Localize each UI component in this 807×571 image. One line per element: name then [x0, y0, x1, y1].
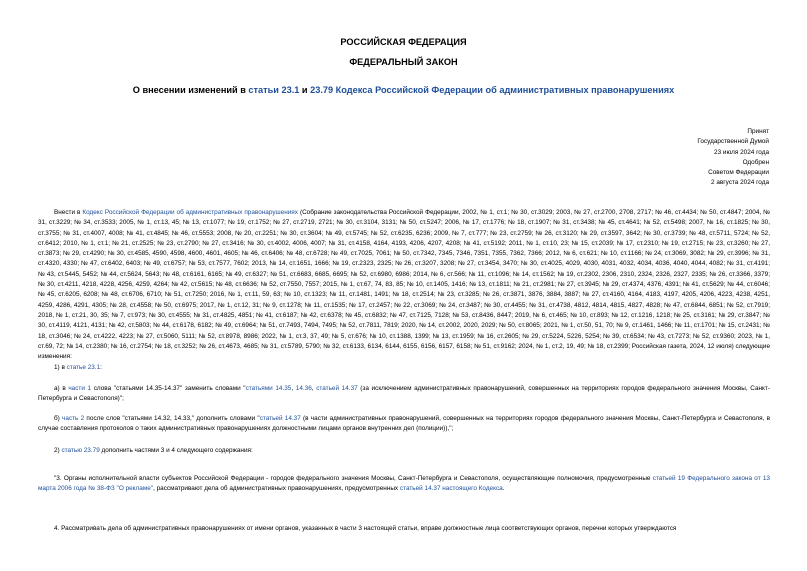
paragraph-part-4: 4. Рассматривать дела об административных правонарушениях от имени органов, указанных в части 3 настоящей статьи, вправе должностные лица соответствующих органов, перечни которых утверждаются	[54, 525, 677, 532]
adoption-line-1: Принят	[747, 128, 769, 135]
p2-link-14-36[interactable]: 14.36	[295, 385, 312, 392]
p2-post: (за исключением административных правонарушений, совершенных на территориях городов федерального значения Москвы, Санкт-Петербурга и Севастополя)";	[38, 385, 770, 403]
p1-link[interactable]: статье 23.1	[66, 364, 101, 371]
intro-pre: Внести в	[54, 209, 83, 216]
intro-text: (Собрание законодательства Российской Федерации, 2002, № 1, ст.1; № 30, ст.3029; 2003, № 27, ст.2700, 2708, 2717; № 46, ст.4434; № 50, ст.4847; 2004, № 31, ст.3229; № 34, ст.3533; 2005, № 1, ст.13, 45; № 13, ст.1077; № 19, ст.1752; № 27, ст.2719, 2721; № 30, ст.3104, 3131; № 50, ст.5247; 2006, № 17, ст.1776; № 18, ст.1907; № 31, ст.3438; № 45, ст.4641; № 52, ст.5498; 2007, № 16, ст.1825; № 30, ст.3755; № 31, ст.4007, 4008; № 41, ст.4845; № 46, ст.5553; 2008, № 20, ст.2251; № 30, ст.3604; № 49, ст.5745; № 52, ст.6235, 6236; 2009, № 7, ст.777; № 23, ст.2759; № 26, ст.3120; № 29, ст.3597, 3642; № 30, ст.3739; № 48, ст.5711, 5724; № 52, ст.6412; 2010, № 1, ст.1; № 21, ст.2525; № 23, ст.2790; № 27, ст.3416; № 30, ст.4002, 4006, 4007; № 31, ст.4158, 4164, 4193, 4206, 4207, 4208; № 41, ст.5192; 2011, № 1, ст.10, 23; № 15, ст.2039; № 17, ст.2310; № 19, ст.2715; № 23, ст.3260; № 27, ст.3873; № 29, ст.4290; № 30, ст.4585, 4590, 4598, 4600, 4601, 4605; № 46, ст.6406; № 48, ст.6728; № 49, ст.7025, 7061; № 50, ст.7342, 7345, 7346, 7351, 7355, 7362, 7366; 2012, № 6, ст.621; № 10, ст.1166; № 24, ст.3069, 3082; № 29, ст.3996; № 31, ст.4320, 4330; № 47, ст.6402, 6403; № 49, ст.6757; № 53, ст.7577, 7602; 2013, № 14, ст.1651, 1666; № 19, ст.2323, 2325; № 26, ст.3207, 3208; № 27, ст.3454, 3470; № 30, ст.4025, 4029, 4030, 4031, 4032, 4034, 4036, 4040, 4044, 4082; № 31, ст.4191; № 43, ст.5445, 5452; № 44, ст.5624, 5643; № 48, ст.6161, 6165; № 49, ст.6327; № 51, ст.6683, 6685, 6695; № 52, ст.6980, 6986; 2014, № 6, ст.566; № 11, ст.1096; № 14, ст.1562; № 19, ст.2302, 2306, 2310, 2324, 2326, 2327, 2335; № 26, ст.3366, 3379; № 30, ст.4211, 4218, 4228, 4256, 4259, 4264; № 42, ст.5615; № 48, ст.6636; № 52, ст.7550, 7557; 2015, № 1, ст.67, 74, 83, 85; № 10, ст.1405, 1416; № 13, ст.1811; № 21, ст.2981; № 27, ст.3945; № 29, ст.4374, 4376, 4391; № 41, ст.5629; № 44, ст.6046; № 45, ст.6205, 6208; № 48, ст.6706, 6710; № 51, ст.7250; 2016, № 1, ст.11, 59, 63; № 10, ст.1323; № 11, ст.1481, 1491; № 18, ст.2514; № 23, ст.3285; № 26, ст.3871, 3876, 3884, 3887; № 27, ст.4160, 4164, 4183, 4197, 4205, 4206, 4223, 4238, 4251, 4259, 4286, 4291, 4305; № 28, ст.4558; № 50, ст.6975; 2017, № 1, ст.12, 31; № 9, ст.1278; № 11, ст.1535; № 17, ст.2457; № 22, ст.3069; № 24, ст.3487; № 30, ст.4455; № 31, ст.4738, 4812, 4814, 4815, 4827, 4828; № 47, ст.6844, 6851; № 52, ст.7919; 2018, № 1, ст.21, 30, 35; № 7, ст.973; № 30, ст.4555; № 31, ст.4825, 4851; № 41, ст.6187; № 42, ст.6378; № 45, ст.6832; № 47, ст.7125, 7128; № 53, ст.8436, 8447; 2019, № 6, ст.465; № 10, ст.893; № 12, ст.1216, 1218; № 25, ст.3161; № 29, ст.3847; № 30, ст.4119, 4121, 4131; № 42, ст.5803; № 44, ст.6178, 6182; № 49, ст.6964; № 51, ст.7493, 7494, 7495; № 52, ст.7811, 7819; 2020, № 14, ст.2002, 2020, 2029; № 50, ст.8065; 2021, № 1, ст.50, 51, 70; № 9, ст.1461, 1466; № 11, ст.1701; № 15, ст.2431; № 18, ст.3046; № 24, ст.4222, 4223; № 27, ст.5060, 5111; № 52, ст.8978, 8986; 2022, № 1, ст.3, 37, 49; № 5, ст.676; № 10, ст.1388, 1399; № 13, ст.1959; № 16, ст.2605; № 29, ст.5224, 5226, 5254; № 39, ст.6534; № 43, ст.7273; № 52, ст.9360; 2023, № 1, ст.69, 72; № 14, ст.2380; № 16, ст.2754; № 18, ст.3252; № 26, ст.4673, 4685; № 31, ст.5789, 5790; № 32, ст.6133, 6134, 6144, 6155, 6156, 6157, 6158; № 51, ст.9162; 2024, № 1, ст.2, 19, 49; № 18, ст.2399; Российская газета, 2024, 12 июля) следующие изменения:	[38, 209, 770, 361]
header-country: РОССИЙСКАЯ ФЕДЕРАЦИЯ	[340, 37, 467, 47]
p3-post: (в части административных правонарушений, совершенных на территориях городов федерального значения Москвы, Санкт-Петербурга и Севастополя, в случае составления протоколов о таких административных правонарушениях должностными лицами органов внутренних дел (полиции)),";	[38, 415, 771, 433]
title-text-mid: и	[299, 85, 311, 95]
p2-link-14-37[interactable]: статьей 14.37	[316, 385, 358, 392]
title-text-pre: О внесении изменений в	[132, 85, 249, 95]
p3-link-part-2[interactable]: часть 2	[62, 415, 85, 422]
p4-link-23-79[interactable]: статью 23.79	[61, 447, 100, 454]
paragraph-b	[38, 414, 770, 435]
p3-pre: б)	[54, 415, 63, 422]
p4-post: дополнить частями 3 и 4 следующего содержания:	[99, 447, 253, 454]
paragraph-1	[38, 363, 770, 373]
p4-pre: 2)	[54, 447, 62, 454]
adoption-line-3: 23 июля 2024 года	[714, 148, 769, 156]
intro-link-koap[interactable]: Кодекс Российской Федерации об административных правонарушениях	[82, 209, 298, 216]
p1-pre: 1) в	[54, 364, 67, 371]
p2-mid3: ,	[311, 385, 317, 392]
paragraph-a	[38, 384, 770, 405]
header-law-type: ФЕДЕРАЛЬНЫЙ ЗАКОН	[349, 57, 458, 67]
document-title	[0, 85, 807, 95]
adoption-line-2: Государственной Думой	[697, 138, 769, 146]
paragraph-part-3	[38, 474, 770, 495]
p3-link-14-37[interactable]: статьей 14.37	[259, 415, 301, 422]
p5-mid1: , рассматривают дела об административных правонарушениях, предусмотренных	[153, 485, 400, 493]
adoption-line-4: Одобрен	[742, 158, 769, 166]
adoption-line-5: Советом Федерации	[708, 169, 769, 177]
p5-link-14-37[interactable]: статьей 14.37 настоящего Кодекса	[399, 485, 503, 493]
p2-mid2: ,	[291, 385, 296, 392]
p1-post: :	[100, 364, 102, 371]
paragraph-2	[38, 446, 770, 456]
p2-link-14-35[interactable]: статьями 14.35	[245, 385, 292, 392]
p2-mid1: слова "статьями 14.35-14.37" заменить словами "	[91, 385, 246, 392]
p2-link-part-1[interactable]: части 1	[68, 385, 92, 392]
title-link-article-23-79[interactable]: 23.79 Кодекса Российской Федерации об административных правонарушениях	[310, 85, 675, 95]
adoption-info	[697, 127, 769, 189]
p5-pre: "3. Органы исполнительной власти субъектов Российской Федерации - городов федерального значения Москвы, Санкт-Петербурга и Севастополя, осуществляющие полномочия, предусмотренные	[54, 475, 653, 482]
adoption-line-6: 2 августа 2024 года	[711, 179, 769, 187]
p5-post: .	[502, 485, 505, 493]
intro-paragraph	[38, 208, 770, 362]
p2-pre: а) в	[54, 385, 69, 392]
p5-link-advertising-law[interactable]: статьей 19 Федерального закона от 13 марта 2006 года № 38-ФЗ "О рекламе"	[38, 475, 770, 493]
title-link-article-23-1[interactable]: статьи 23.1	[248, 85, 300, 95]
p3-mid1: после слов "статьями 14.32, 14.33," дополнить словами "	[84, 415, 260, 422]
